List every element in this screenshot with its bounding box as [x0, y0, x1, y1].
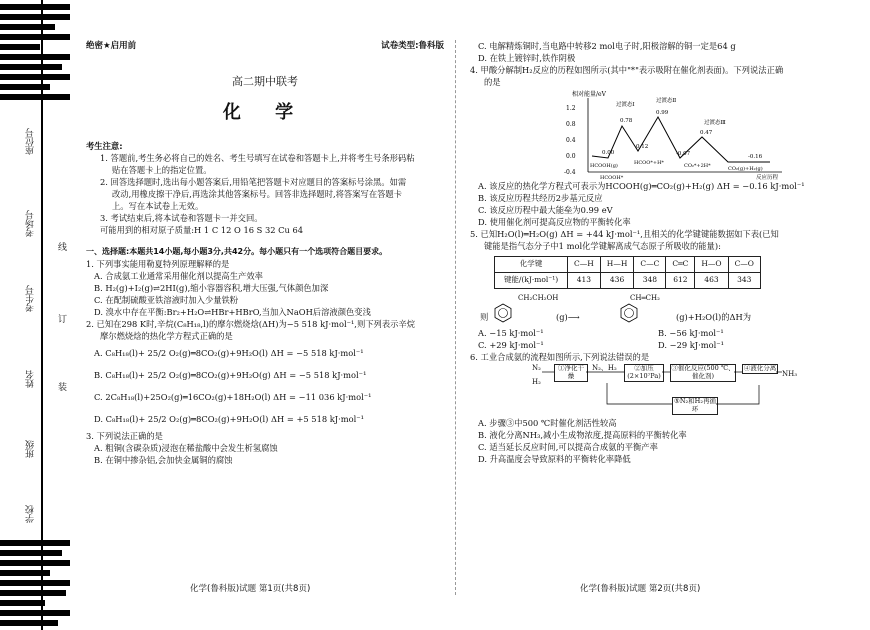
reaction-equation: [470, 293, 830, 327]
question-1-stem: 1. 下列事实能用勒夏特列原理解释的是: [86, 259, 230, 270]
notice-item: 上。写在本试卷上无效。: [112, 201, 204, 212]
notice-item: 3. 考试结束后,将本试卷和答题卡一并交回。: [100, 213, 263, 224]
table-cell: 343: [728, 273, 760, 289]
transition-state-label: 过渡态Ⅲ: [704, 120, 726, 127]
q5-option-b: B. −56 kJ·mol⁻¹: [658, 327, 724, 338]
binding-bar: [0, 600, 45, 606]
table-cell: H—H: [600, 257, 634, 273]
species-label: HCOOH*: [600, 175, 624, 181]
input-h2: H₂: [532, 377, 541, 386]
notice-item: 2. 回答选择题时,选出每小题答案后,用铅笔把答题卡对应题目的答案标号涂黑。如需: [100, 177, 407, 188]
name-label: 姓名: [26, 370, 36, 388]
table-cell: 436: [600, 273, 634, 289]
liquefy-separate-box: ④液化分离: [743, 363, 777, 372]
y-tick: 0.8: [566, 121, 576, 129]
q5-option-a: A. −15 kJ·mol⁻¹: [478, 327, 544, 338]
reaction-prefix: 则: [480, 311, 489, 322]
notice-title: 考生注意:: [86, 141, 123, 152]
y-tick: 0.0: [566, 153, 576, 161]
point-label: 0.00: [602, 150, 615, 157]
q1-option-c: C. 在配制硫酸亚铁溶液时加入少量铁粉: [94, 295, 239, 306]
binding-bar: [0, 94, 70, 100]
question-5-stem-cont: 键能是指气态分子中1 mol化学键解离成气态原子所吸收的能量):: [484, 241, 721, 252]
compress-box: ②加压(2×10⁷Pa): [624, 364, 664, 382]
q6-option-b: B. 液化分离NH₃,减小生成物浓度,提高原料的平衡转化率: [478, 429, 687, 440]
q5-option-d: D. −29 kJ·mol⁻¹: [658, 339, 724, 350]
q1-option-b: B. H₂(g)+I₂(g)⇌2HI(g),缩小容器容积,增大压强,气体颜色加深: [94, 283, 329, 294]
cut-mark-bind: 装: [58, 383, 68, 393]
notice-item: 改动,用橡皮擦干净后,再选涂其他答案标号。回答非选择题时,将答案写在答题卡: [112, 189, 403, 200]
footer-page-1: 化学(鲁科版)试题 第1页(共8页): [190, 584, 311, 594]
binding-bar: [0, 610, 70, 616]
q6-option-c: C. 适当延长反应时间,可以提高合成氨的平衡产率: [478, 441, 658, 452]
q3-option-b: B. 在铜中掺杂铝,会加快金属铜的腐蚀: [94, 455, 233, 466]
chart-x-label: 反应历程: [756, 175, 779, 181]
table-cell: C—C: [634, 257, 666, 273]
recycle-box: ⑤N₂和H₂再循环: [672, 397, 718, 415]
point-label: 0.12: [636, 144, 649, 151]
q2-option-b: B. C₈H₁₈(l)+ 25/2 O₂(g)═8CO₂(g)+9H₂O(g) ΔH = −5 518 kJ·mol⁻¹: [94, 370, 367, 381]
q2-option-c: C. 2C₈H₁₈(l)+25O₂(g)═16CO₂(g)+18H₂O(l) ΔH = −11 036 kJ·mol⁻¹: [94, 392, 372, 403]
q1-option-d: D. 溴水中存在平衡:Br₂+H₂O⇌HBr+HBrO,当加入NaOH后溶液颜色变浅: [94, 307, 371, 318]
table-cell: 化学键: [495, 257, 568, 273]
purify-dry-box: ①净化干燥: [554, 364, 588, 382]
question-2-stem: 2. 已知在298 K时,辛烷(C₈H₁₈,l)的摩尔燃烧焓(ΔH)为−5 518 kJ·mol⁻¹,则下列表示辛烷: [86, 319, 416, 330]
species-label: HCOOH(g): [590, 163, 618, 170]
binding-bar: [0, 620, 58, 626]
seat-number-label: 座位号: [26, 128, 36, 155]
q4-option-a: A. 该反应的热化学方程式可表示为HCOOH(g)═CO₂(g)+H₂(g) ΔH = −0.16 kJ·mol⁻¹: [478, 181, 805, 192]
binding-bar: [0, 14, 70, 20]
table-cell: C—O: [728, 257, 760, 273]
notice-item: 贴在答题卡上的指定位置。: [112, 165, 212, 176]
transition-state-label: 过渡态Ⅱ: [656, 98, 677, 105]
q4-option-d: D. 使用催化剂可提高反应物的平衡转化率: [478, 217, 631, 228]
q3-option-a: A. 粗铜(含碳杂质)浸泡在稀盐酸中会发生析氢腐蚀: [94, 443, 278, 454]
binding-bar: [0, 64, 62, 70]
question-6-stem: 6. 工业合成氨的流程如图所示,下列说法错误的是: [470, 351, 650, 362]
table-cell: C—H: [568, 257, 601, 273]
table-cell: 612: [666, 273, 695, 289]
ammonia-flow-diagram: [532, 363, 830, 417]
catalytic-reaction-box: ③催化反应(500 ℃、催化剂): [671, 363, 735, 380]
confidential-label: 绝密★启用前: [86, 41, 137, 51]
binding-bar: [0, 54, 70, 60]
species-label: CO₂(g)+H₂(g): [728, 166, 763, 173]
question-2-stem-cont: 摩尔燃烧焓的热化学方程式正确的是: [100, 331, 233, 342]
binding-bar: [0, 34, 70, 40]
point-label: 0.99: [656, 110, 669, 117]
q3-option-c: C. 电解精炼铜时,当电路中转移2 mol电子时,阳极溶解的铜一定是64 g: [478, 41, 736, 51]
student-number-label: 考生号: [26, 285, 36, 312]
binding-bar: [0, 590, 66, 596]
question-4-stem: 4. 甲酸分解制H₂反应的历程如图所示(其中"*"表示吸附在催化剂表面)。下列说法正确: [470, 65, 784, 76]
question-4-stem-cont: 的是: [484, 77, 501, 88]
chart-y-label: 相对能量/eV: [572, 91, 606, 99]
binding-bar: [0, 580, 70, 586]
product-substituent: CH═CH₂: [630, 293, 660, 302]
binding-bar: [0, 560, 70, 566]
binding-bar: [0, 550, 62, 556]
y-tick: -0.4: [564, 169, 576, 177]
species-label: HCOO*+H*: [634, 160, 664, 167]
reaction-arrow: (g)⟶: [556, 311, 580, 322]
transition-state-label: 过渡态Ⅰ: [616, 102, 635, 109]
page-header: [86, 40, 444, 52]
q6-option-d: D. 升高温度会导致原料的平衡转化率降低: [478, 454, 631, 464]
q6-option-a: A. 步骤③中500 ℃时催化剂活性较高: [478, 417, 617, 428]
binding-bar: [0, 24, 55, 30]
school-label: 学校: [26, 505, 36, 523]
n2-h2-label: N₂、H₂: [592, 363, 617, 372]
q4-option-b: B. 该反应历程共经历2步基元反应: [478, 193, 603, 204]
table-cell: 413: [568, 273, 601, 289]
table-cell: 348: [634, 273, 666, 289]
benzene-ring-icon: [494, 303, 512, 323]
table-cell: C═C: [666, 257, 695, 273]
table-cell: 键能/(kJ·mol⁻¹): [495, 273, 568, 289]
table-cell: 463: [695, 273, 728, 289]
energy-profile-chart: [560, 88, 790, 180]
question-5-stem: 5. 已知H₂O(l)═H₂O(g) ΔH = +44 kJ·mol⁻¹,且相关的化学键键能数据如下表(已知: [470, 229, 779, 240]
exam-title: 高二期中联考: [232, 75, 298, 89]
q5-option-c: C. +29 kJ·mol⁻¹: [478, 339, 544, 350]
subject-title: 化 学: [222, 102, 308, 124]
question-3-stem: 3. 下列说法正确的是: [86, 431, 163, 442]
q1-option-a: A. 合成氨工业通常采用催化剂以提高生产效率: [94, 271, 263, 282]
table-header-row: [495, 257, 761, 273]
binding-bar: [0, 4, 70, 10]
output-nh3: NH₃: [782, 369, 798, 378]
q5-options-row-2: [470, 339, 830, 351]
point-label: 0.78: [620, 118, 633, 125]
benzene-ring-icon: [620, 303, 638, 323]
notice-item: 1. 答题前,考生务必将自己的姓名、考生号填写在试卷和答题卡上,并将考生号条形码粘: [100, 153, 415, 164]
point-label: -0.07: [676, 151, 691, 158]
point-label: -0.16: [748, 154, 763, 161]
table-row: [495, 273, 761, 289]
q2-option-a: A. C₈H₁₈(l)+ 25/2 O₂(g)═8CO₂(g)+9H₂O(l) ΔH = −5 518 kJ·mol⁻¹: [94, 348, 364, 359]
bond-energy-table: [494, 256, 761, 289]
q3-option-d: D. 在铁上镀锌时,铁作阴极: [478, 53, 576, 64]
flow-arrows: [532, 363, 802, 417]
table-cell: H—O: [695, 257, 728, 273]
footer-page-2: 化学(鲁科版)试题 第2页(共8页): [580, 584, 701, 594]
point-label: 0.47: [700, 130, 713, 137]
reaction-suffix: (g)+H₂O(l)的ΔH为: [676, 311, 752, 322]
input-n2: N₂: [532, 363, 541, 372]
binding-line: [41, 0, 43, 630]
q5-options-row-1: [470, 327, 830, 339]
species-label: CO₂*+2H*: [684, 163, 711, 170]
binding-bar: [0, 44, 40, 50]
page-2-column: [470, 40, 830, 465]
y-tick: 0.4: [566, 137, 576, 145]
exam-room-label: 考场号: [26, 210, 36, 237]
paper-type-label: 试卷类型:鲁科版: [381, 41, 444, 51]
cut-mark-staple: 订: [58, 315, 68, 325]
section-heading: 一、选择题:本题共14小题,每小题3分,共42分。每小题只有一个选项符合题目要求。: [86, 247, 388, 257]
class-label: 班级: [26, 440, 36, 458]
column-divider: [455, 40, 456, 595]
cut-mark-line: 线: [58, 243, 68, 253]
page-1-column: [86, 40, 444, 466]
binding-bar: [0, 540, 70, 546]
y-tick: 1.2: [566, 105, 576, 113]
q4-option-c: C. 该反应历程中最大能垒为0.99 eV: [478, 205, 613, 216]
reactant-substituent: CH₂CH₂OH: [518, 293, 559, 302]
atomic-mass-line: 可能用到的相对原子质量:H 1 C 12 O 16 S 32 Cu 64: [100, 225, 304, 236]
binding-bar: [0, 74, 70, 80]
q2-option-d: D. C₈H₁₈(l)+ 25/2 O₂(g)═8CO₂(g)+9H₂O(l) ΔH = +5 518 kJ·mol⁻¹: [94, 414, 364, 425]
